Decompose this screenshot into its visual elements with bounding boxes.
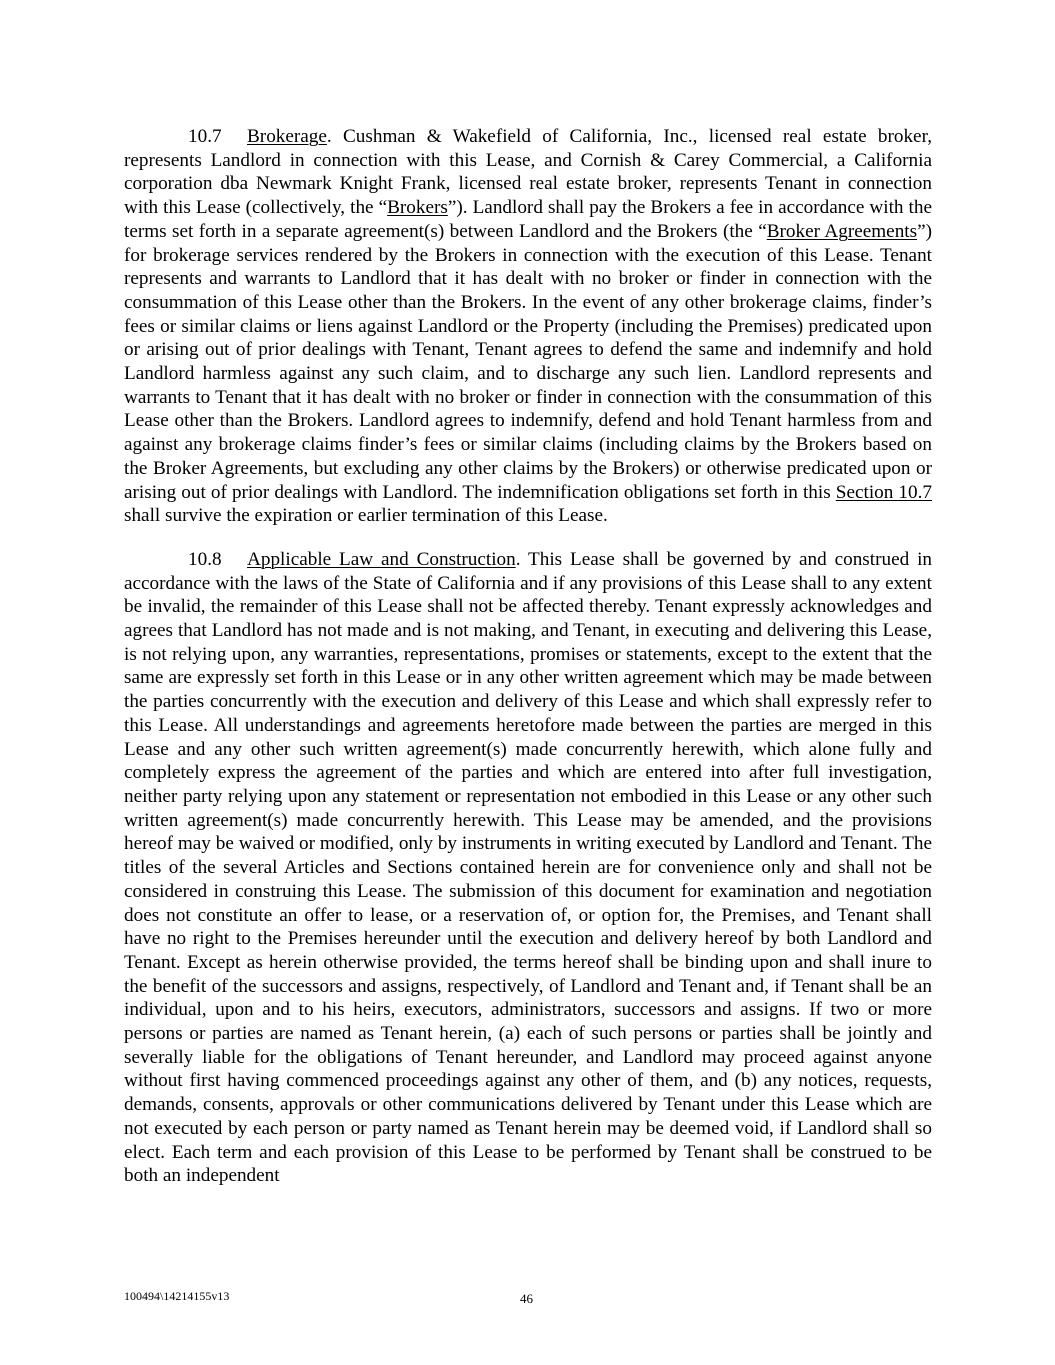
defined-term: Brokers: [387, 197, 448, 219]
section-number: 10.7: [188, 126, 222, 147]
section-heading: Brokerage: [247, 126, 327, 147]
section-text: shall survive the expiration or earlier termination of this Lease.: [124, 505, 608, 527]
section-text: ”) for brokerage services rendered by the Brokers in connection with the execution of this Lease. Tenant represents and warrants to Landlord that it has dealt with no broker or finder in connection with the consummation of this Lease other than the Brokers. In the event of any other brokerage claims, finder’s fees or similar claims or liens against Landlord or the Property (including the Premises) predicated upon or arising out of prior dealings with Tenant, Tenant agrees to defend the same and indemnify and hold Landlord harmless against any such claim, and to discharge any such lien. Landlord represents and warrants to Tenant that it has dealt with no broker or finder in connection with the consummation of this Lease other than the Brokers. Landlord agrees to indemnify, defend and hold Tenant harmless from and against any brokerage claims finder’s fees or similar claims (including claims by the Brokers based on the Broker Agreements, but excluding any other claims by the Brokers) or otherwise predicated upon or arising out of prior dealings with Landlord. The indemnification obligations set forth in this: [124, 220, 932, 503]
section-text: . This Lease shall be governed by and construed in accordance with the laws of the State of California and if any provisions of this Lease shall to any extent be invalid, the remainder of this Lease shall not be affected thereby. Tenant expressly acknowledges and agrees that Landlord has not made and is not making, and Tenant, in executing and delivering this Lease, is not relying upon, any warranties, representations, promises or statements, except to the extent that the same are expressly set forth in this Lease or in any other written agreement which may be made between the parties concurrently with the execution and delivery of this Lease and which shall expressly refer to this Lease. All understandings and agreements heretofore made between the parties are merged in this Lease and any other such written agreement(s) made concurrently herewith, which alone fully and completely express the agreement of the parties and which are entered into after full investigation, neither party relying upon any statement or representation not embodied in this Lease or any other such written agreement(s) made concurrently herewith. This Lease may be amended, and the provisions hereof may be waived or modified, only by instruments in writing executed by Landlord and Tenant. The titles of the several Articles and Sections contained herein are for convenience only and shall not be considered in construing this Lease. The submission of this document for examination and negotiation does not constitute an offer to lease, or a reservation of, or option for, the Premises, and Tenant shall have no right to the Premises hereunder until the execution and delivery hereof by both Landlord and Tenant. Except as herein otherwise provided, the terms hereof shall be binding upon and shall inure to the benefit of the successors and assigns, respectively, of Landlord and Tenant and, if Tenant shall be an individual, upon and to his heirs, executors, administrators, successors and assigns. If two or more persons or parties are named as Tenant herein, (a) each of such persons or parties shall be jointly and severally liable for the obligations of Tenant hereunder, and Landlord may proceed against anyone without first having commenced proceedings against any other of them, and (b) any notices, requests, demands, consents, approvals or other communications delivered by Tenant under this Lease which are not executed by each person or party named as Tenant herein may be deemed void, if Landlord shall so elect. Each term and each provision of this Lease to be performed by Tenant shall be construed to be both an independent: [124, 548, 932, 1187]
section-text: ”). Landlord shall pay the Brokers a fee in accordance with the terms set forth in a separate agreement(s) between Landlord and the Brokers (the “: [124, 197, 932, 242]
document-id: 100494\14214155v13: [124, 1289, 230, 1303]
section-number: 10.8: [188, 548, 222, 570]
section-cross-reference: Section 10.7: [835, 481, 932, 503]
section-10-7-paragraph: [124, 125, 932, 528]
page-number: 46: [520, 1291, 533, 1306]
section-text: . Cushman & Wakefield of California, Inc., licensed real estate broker, represents Landlord in connection with this Lease, and Cornish & Carey Commercial, a California corporation dba Newmark Knight Frank, licensed real estate broker, represents Tenant in connection with this Lease (collectively, the “: [124, 126, 932, 219]
page-body: [124, 125, 932, 1188]
defined-term: Broker Agreements: [766, 220, 918, 242]
section-heading: Applicable Law and Construction: [247, 548, 516, 570]
section-10-8-paragraph: [124, 548, 932, 1188]
